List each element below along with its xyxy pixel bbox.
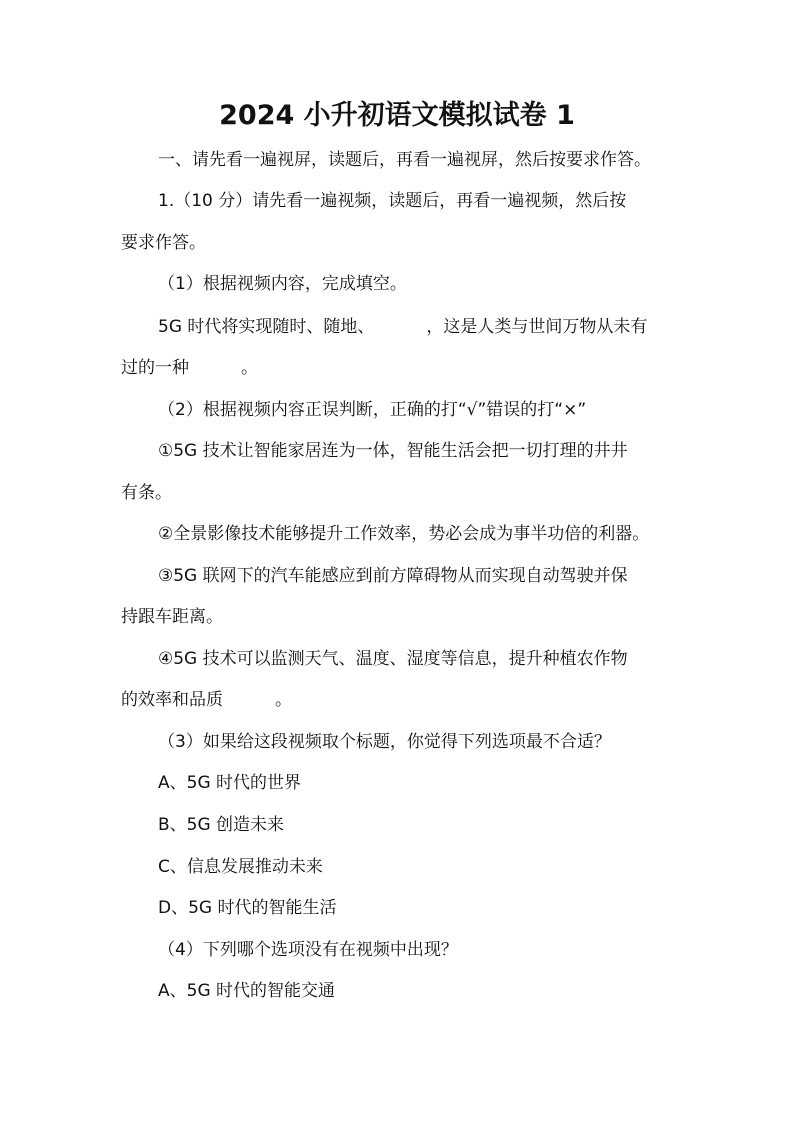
part2-item3-line2: 持跟车距离。 <box>121 607 223 627</box>
page-title: 2024 小升初语文模拟试卷 1 <box>219 100 575 131</box>
part2-item1-line2: 有条。 <box>121 483 172 503</box>
question1-stem-line2: 要求作答。 <box>121 233 206 253</box>
part1-sentence-a: 5G 时代将实现随时、随地、 <box>158 317 375 337</box>
part3-option-c: C、信息发展推动未来 <box>158 857 323 877</box>
part4-heading: （4）下列哪个选项没有在视频中出现？ <box>158 940 458 960</box>
part1-fill-sentence <box>158 313 647 341</box>
part3-option-d: D、5G 时代的智能生活 <box>158 898 337 918</box>
part1-sentence-c: 过的一种 <box>121 358 189 378</box>
part2-item3-line1: ③5G 联网下的汽车能感应到前方障碍物从而实现自动驾驶并保 <box>158 566 628 586</box>
part3-option-b: B、5G 创造未来 <box>158 815 285 835</box>
part1-heading: （1）根据视频内容，完成填空。 <box>158 274 407 294</box>
part3-heading: （3）如果给这段视频取个标题，你觉得下列选项最不合适？ <box>158 732 611 752</box>
part1-sentence-d: 。 <box>241 358 258 378</box>
section-heading: 一、请先看一遍视屏，读题后，再看一遍视屏，然后按要求作答。 <box>158 150 651 170</box>
part2-item4-line2-wrap <box>121 686 292 714</box>
part2-item4-line1: ④5G 技术可以监测天气、温度、湿度等信息，提升种植农作物 <box>158 649 628 669</box>
question1-stem-line1: 1.（10 分）请先看一遍视频，读题后，再看一遍视频，然后按 <box>158 191 627 211</box>
part2-item2-line1: ②全景影像技术能够提升工作效率，势必会成为事半功倍的利器。 <box>158 524 650 544</box>
part1-fill-sentence-cont <box>121 354 258 382</box>
part2-item4-end: 。 <box>275 690 292 710</box>
part3-option-a: A、5G 时代的世界 <box>158 773 302 793</box>
part2-item4-line2: 的效率和品质 <box>121 690 223 710</box>
part4-option-a: A、5G 时代的智能交通 <box>158 981 336 1001</box>
part1-sentence-b: ，这是人类与世间万物从未有 <box>426 317 648 337</box>
part2-item1-line1: ①5G 技术让智能家居连为一体，智能生活会把一切打理的井井 <box>158 441 628 461</box>
part2-heading: （2）根据视频内容正误判断，正确的打“√”错误的打“×” <box>158 400 587 420</box>
